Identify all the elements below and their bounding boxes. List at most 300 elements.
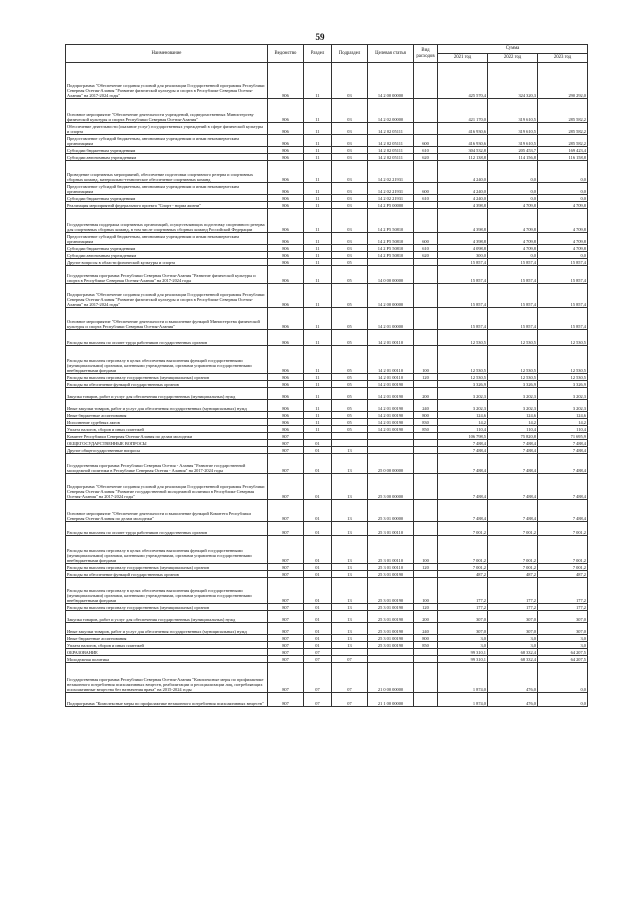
row-exptype: 100 xyxy=(414,536,438,564)
row-exptype: 850 xyxy=(414,642,438,649)
table-row xyxy=(66,284,588,308)
row-name: Основное мероприятие "Обеспечение деятельности учреждений, подведомственных Министерству физической культуры и спорта Республики Северная Осетия-Алания" xyxy=(66,99,268,123)
row-sum-2023: 3 202,3 xyxy=(538,388,588,400)
row-sum-2021: 15 857,4 xyxy=(438,284,488,308)
row-section: 11 xyxy=(304,266,332,284)
row-dept: 806 xyxy=(268,400,304,412)
table-row xyxy=(66,161,588,183)
row-subsection: 05 xyxy=(332,388,368,400)
row-name: Расходы на выплаты персоналу в целях обеспечения выполнения функций государственными (муниципальными) органами, казенными учреждениями, органами управления государственными внебюджетными фондами xyxy=(66,346,268,374)
row-sum-2022: 307,0 xyxy=(488,611,538,623)
row-subsection: 05 xyxy=(332,412,368,419)
row-name: Государственная поддержка спортивных организаций, осуществляющих подготовку спортивного резерва для спортивных сборных команд, в том числе спортивных сборных команд Российской Федерации xyxy=(66,209,268,233)
row-target: 14 2 P5 00000 xyxy=(368,202,414,209)
row-sum-2023: 3,0 xyxy=(538,642,588,649)
row-sum-2023: 7 488,4 xyxy=(538,447,588,454)
row-name: Предоставление субсидий бюджетным, автономным учреждениям и иным некоммерческим организациям xyxy=(66,135,268,147)
row-sum-2022: 7 488,4 xyxy=(488,440,538,447)
row-sum-2022: 319 610,5 xyxy=(488,99,538,123)
row-section: 01 xyxy=(304,604,332,611)
table-row xyxy=(66,447,588,454)
row-exptype: 610 xyxy=(414,245,438,252)
row-sum-2022: 0,0 xyxy=(488,183,538,195)
row-name: Уплата налогов, сборов и иных платежей xyxy=(66,642,268,649)
row-section: 11 xyxy=(304,183,332,195)
row-target: 14 0 00 00000 xyxy=(368,266,414,284)
row-sum-2022: 177,2 xyxy=(488,604,538,611)
row-sum-2022: 68 332,4 xyxy=(488,656,538,663)
row-sum-2022: 12 530,5 xyxy=(488,346,538,374)
row-section: 01 xyxy=(304,536,332,564)
row-name: Расходы на выплаты персоналу государственных (муниципальных) органов xyxy=(66,604,268,611)
row-target: 25 3 01 00110 xyxy=(368,536,414,564)
table-row xyxy=(66,400,588,412)
row-exptype: 620 xyxy=(414,252,438,259)
row-sum-2023: 14,2 xyxy=(538,419,588,426)
row-target: 14 2 01 00190 xyxy=(368,400,414,412)
row-subsection: 03 xyxy=(332,154,368,161)
row-dept: 807 xyxy=(268,693,304,707)
row-exptype xyxy=(414,656,438,663)
row-sum-2023: 307,0 xyxy=(538,611,588,623)
row-subsection xyxy=(332,433,368,440)
row-target: 25 3 01 00190 xyxy=(368,623,414,635)
row-exptype: 100 xyxy=(414,346,438,374)
row-name: Расходы на выплаты персоналу в целях обеспечения выполнения функций государственными (муниципальными) органами, казенными учреждениями, органами управления государственными внебюджетными фондами xyxy=(66,536,268,564)
row-subsection: 07 xyxy=(332,693,368,707)
row-name: Расходы на выплаты по оплате труда работников государственных органов xyxy=(66,330,268,346)
row-dept: 807 xyxy=(268,433,304,440)
col-name-header: Наименование xyxy=(66,45,268,63)
row-section: 11 xyxy=(304,419,332,426)
row-sum-2023: 7 488,4 xyxy=(538,440,588,447)
row-sum-2021: 7 001,2 xyxy=(438,522,488,536)
row-subsection: 13 xyxy=(332,642,368,649)
row-name: Предоставление субсидий бюджетным, автономным учреждениям и иным некоммерческим организациям xyxy=(66,233,268,245)
row-dept: 806 xyxy=(268,135,304,147)
row-sum-2021: 487,2 xyxy=(438,571,488,578)
row-section: 11 xyxy=(304,346,332,374)
row-target xyxy=(368,433,414,440)
row-target: 14 2 P5 50810 xyxy=(368,233,414,245)
row-sum-2021: 177,2 xyxy=(438,604,488,611)
col-target-header: Целевая статья xyxy=(368,45,414,63)
row-target: 14 2 02 05111 xyxy=(368,147,414,154)
row-target: 14 2 01 00110 xyxy=(368,374,414,381)
row-exptype xyxy=(414,202,438,209)
row-section: 11 xyxy=(304,374,332,381)
row-dept: 806 xyxy=(268,202,304,209)
row-exptype xyxy=(414,123,438,135)
row-sum-2021: 106 798,5 xyxy=(438,433,488,440)
row-sum-2021: 7 488,4 xyxy=(438,474,488,500)
row-exptype xyxy=(414,161,438,183)
row-target: 14 2 01 00190 xyxy=(368,426,414,433)
row-dept: 806 xyxy=(268,419,304,426)
table-row xyxy=(66,578,588,604)
row-name: Уплата налогов, сборов и иных платежей xyxy=(66,426,268,433)
row-exptype xyxy=(414,259,438,266)
row-sum-2021: 12 530,5 xyxy=(438,330,488,346)
row-sum-2021: 14,2 xyxy=(438,419,488,426)
col-section-header: Раздел xyxy=(304,45,332,63)
row-name: Реализация мероприятий федерального проекта "Спорт - норма жизни" xyxy=(66,202,268,209)
table-row xyxy=(66,266,588,284)
row-sum-2023: 0,0 xyxy=(538,252,588,259)
row-subsection: 13 xyxy=(332,604,368,611)
row-sum-2022: 7 488,4 xyxy=(488,447,538,454)
table-row xyxy=(66,202,588,209)
row-subsection: 13 xyxy=(332,536,368,564)
row-sum-2022: 7 488,4 xyxy=(488,474,538,500)
row-exptype xyxy=(414,447,438,454)
table-row xyxy=(66,454,588,474)
row-sum-2022: 3,0 xyxy=(488,642,538,649)
row-target: 25 3 01 00110 xyxy=(368,522,414,536)
col-sum-header: Сумма xyxy=(438,45,588,54)
row-sum-2021: 177,2 xyxy=(438,578,488,604)
row-sum-2022: 7 001,2 xyxy=(488,564,538,571)
row-target: 21 1 00 00000 xyxy=(368,693,414,707)
row-exptype xyxy=(414,266,438,284)
row-name: Другие общегосударственные вопросы xyxy=(66,447,268,454)
row-target: 14 2 01 00190 xyxy=(368,388,414,400)
table-row xyxy=(66,63,588,99)
row-sum-2021: 1 874,0 xyxy=(438,693,488,707)
row-dept: 806 xyxy=(268,381,304,388)
row-subsection: 05 xyxy=(332,259,368,266)
row-exptype xyxy=(414,284,438,308)
table-row xyxy=(66,500,588,522)
row-section: 01 xyxy=(304,611,332,623)
row-exptype: 620 xyxy=(414,154,438,161)
table-row xyxy=(66,693,588,707)
row-section: 11 xyxy=(304,99,332,123)
row-subsection: 03 xyxy=(332,209,368,233)
row-exptype xyxy=(414,433,438,440)
table-row xyxy=(66,656,588,663)
row-dept: 806 xyxy=(268,161,304,183)
row-section: 07 xyxy=(304,656,332,663)
row-target: 14 2 02 05111 xyxy=(368,154,414,161)
row-subsection: 05 xyxy=(332,346,368,374)
row-sum-2022: 0,0 xyxy=(488,195,538,202)
table-row xyxy=(66,536,588,564)
row-name: Расходы на обеспечение функций государственных органов xyxy=(66,571,268,578)
table-row xyxy=(66,252,588,259)
row-target: 14 2 02 05111 xyxy=(368,135,414,147)
row-sum-2023: 0,0 xyxy=(538,195,588,202)
row-sum-2022: 3 326,9 xyxy=(488,381,538,388)
row-exptype: 240 xyxy=(414,400,438,412)
row-dept: 807 xyxy=(268,642,304,649)
row-sum-2022: 307,0 xyxy=(488,623,538,635)
row-sum-2023: 12 530,5 xyxy=(538,330,588,346)
row-name: Государственная программа Республики Северная Осетия-Алания "Комплексные меры по профилактике незаконного потребления психоактивных веществ, реабилитации и ресоциализации лиц, потребляющих психоактивные вещества без назначения врача" на 2015-2024 годы xyxy=(66,663,268,693)
row-sum-2023: 12 530,5 xyxy=(538,374,588,381)
row-sum-2022: 124,6 xyxy=(488,412,538,419)
row-sum-2021: 110,4 xyxy=(438,426,488,433)
row-dept: 806 xyxy=(268,412,304,419)
row-target: 14 2 01 00110 xyxy=(368,330,414,346)
row-sum-2023: 7 488,4 xyxy=(538,454,588,474)
row-sum-2021: 307,0 xyxy=(438,623,488,635)
row-name: Основное мероприятие "Обеспечение деятельности и выполнение функций Министерства физической культуры и спорта Республики Северная Осетия-Алания" xyxy=(66,308,268,330)
row-name: Расходы на выплаты персоналу государственных (муниципальных) органов xyxy=(66,374,268,381)
row-exptype: 600 xyxy=(414,183,438,195)
row-section: 01 xyxy=(304,454,332,474)
row-dept: 806 xyxy=(268,308,304,330)
row-sum-2022: 7 001,2 xyxy=(488,522,538,536)
row-target: 25 3 01 00190 xyxy=(368,642,414,649)
row-exptype xyxy=(414,330,438,346)
row-name: Иные закупки товаров, работ и услуг для обеспечения государственных (муниципальных) нужд xyxy=(66,400,268,412)
row-dept: 807 xyxy=(268,440,304,447)
row-sum-2021: 7 488,4 xyxy=(438,440,488,447)
row-section: 11 xyxy=(304,412,332,419)
row-name: Государственная программа Республики Северная Осетия-Алания "Развитие физической культуры и спорта в Республике Северная Осетия-Алания" на 2017-2024 годы xyxy=(66,266,268,284)
row-section: 01 xyxy=(304,522,332,536)
row-sum-2021: 4 240,0 xyxy=(438,161,488,183)
row-subsection: 03 xyxy=(332,233,368,245)
row-section xyxy=(304,433,332,440)
row-exptype: 100 xyxy=(414,578,438,604)
row-sum-2023: 116 158,8 xyxy=(538,154,588,161)
col-2021-header: 2021 год xyxy=(438,54,488,63)
row-target: 14 2 02 00000 xyxy=(368,99,414,123)
row-exptype xyxy=(414,571,438,578)
row-dept: 806 xyxy=(268,266,304,284)
row-dept: 806 xyxy=(268,426,304,433)
row-subsection: 05 xyxy=(332,400,368,412)
row-exptype: 850 xyxy=(414,426,438,433)
row-subsection: 07 xyxy=(332,656,368,663)
row-dept: 807 xyxy=(268,522,304,536)
row-sum-2022: 177,2 xyxy=(488,578,538,604)
row-sum-2022: 7 488,4 xyxy=(488,454,538,474)
row-subsection: 03 xyxy=(332,195,368,202)
row-subsection: 03 xyxy=(332,161,368,183)
row-sum-2022: 3,0 xyxy=(488,635,538,642)
row-target: 14 2 01 00190 xyxy=(368,412,414,419)
row-dept: 807 xyxy=(268,663,304,693)
row-exptype xyxy=(414,63,438,99)
row-dept: 807 xyxy=(268,604,304,611)
row-target xyxy=(368,259,414,266)
row-section: 11 xyxy=(304,233,332,245)
row-subsection: 13 xyxy=(332,635,368,642)
row-target: 14 2 01 00190 xyxy=(368,381,414,388)
row-dept: 807 xyxy=(268,611,304,623)
row-subsection: 03 xyxy=(332,252,368,259)
row-target: 21 0 00 00000 xyxy=(368,663,414,693)
row-dept: 807 xyxy=(268,454,304,474)
row-name: Расходы на выплаты персоналу в целях обеспечения выполнения функций государственными (муниципальными) органами, казенными учреждениями, органами управления государственными внебюджетными фондами xyxy=(66,578,268,604)
col-subsection-header: Подраздел xyxy=(332,45,368,63)
row-target: 14 2 02 05111 xyxy=(368,123,414,135)
row-dept: 806 xyxy=(268,252,304,259)
row-sum-2022: 487,2 xyxy=(488,571,538,578)
table-row xyxy=(66,412,588,419)
table-row xyxy=(66,642,588,649)
row-dept: 807 xyxy=(268,564,304,571)
table-row xyxy=(66,611,588,623)
row-sum-2022: 15 857,4 xyxy=(488,266,538,284)
table-row xyxy=(66,233,588,245)
row-subsection: 13 xyxy=(332,500,368,522)
row-sum-2021: 4 398,8 xyxy=(438,209,488,233)
row-name: Иные бюджетные ассигнования xyxy=(66,635,268,642)
row-exptype: 800 xyxy=(414,635,438,642)
row-sum-2021: 3 326,9 xyxy=(438,381,488,388)
row-section: 11 xyxy=(304,426,332,433)
row-section: 11 xyxy=(304,63,332,99)
row-section: 11 xyxy=(304,381,332,388)
row-sum-2023: 71 695,9 xyxy=(538,433,588,440)
row-exptype xyxy=(414,440,438,447)
row-sum-2023: 3 202,3 xyxy=(538,400,588,412)
row-target: 25 3 01 00190 xyxy=(368,578,414,604)
row-target: 14 2 01 00110 xyxy=(368,346,414,374)
row-name: Подпрограмма "Обеспечение создания условий для реализации Государственной программы Республики Северная Осетия-Алания "Развитие физической культуры и спорта в Республике Северная Осетия-Алания" на 2017-2024 годы" xyxy=(66,284,268,308)
row-dept: 806 xyxy=(268,209,304,233)
row-target: 14 2 02 21931 xyxy=(368,161,414,183)
row-sum-2022: 68 332,4 xyxy=(488,649,538,656)
row-target: 14 2 P5 50810 xyxy=(368,209,414,233)
row-target: 14 2 00 00000 xyxy=(368,284,414,308)
table-row xyxy=(66,522,588,536)
table-row xyxy=(66,147,588,154)
row-target: 25 0 00 00000 xyxy=(368,454,414,474)
row-sum-2023: 15 857,4 xyxy=(538,308,588,330)
row-dept: 806 xyxy=(268,183,304,195)
table-row xyxy=(66,183,588,195)
row-dept: 806 xyxy=(268,123,304,135)
row-target: 25 3 01 00190 xyxy=(368,635,414,642)
row-subsection: 03 xyxy=(332,123,368,135)
row-sum-2021: 4 240,0 xyxy=(438,183,488,195)
row-subsection: 03 xyxy=(332,202,368,209)
row-sum-2023: 290 292,0 xyxy=(538,63,588,99)
row-name: ОБРАЗОВАНИЕ xyxy=(66,649,268,656)
row-sum-2023: 15 857,4 xyxy=(538,259,588,266)
table-row xyxy=(66,154,588,161)
row-target: 25 3 01 00000 xyxy=(368,500,414,522)
row-exptype: 200 xyxy=(414,611,438,623)
row-subsection: 03 xyxy=(332,147,368,154)
row-sum-2022: 476,0 xyxy=(488,693,538,707)
row-sum-2023: 487,2 xyxy=(538,571,588,578)
row-dept: 806 xyxy=(268,388,304,400)
row-sum-2021: 12 530,5 xyxy=(438,374,488,381)
table-row xyxy=(66,623,588,635)
row-dept: 806 xyxy=(268,99,304,123)
row-subsection: 05 xyxy=(332,426,368,433)
row-section: 11 xyxy=(304,123,332,135)
row-subsection: 03 xyxy=(332,245,368,252)
row-section: 11 xyxy=(304,161,332,183)
row-dept: 806 xyxy=(268,330,304,346)
row-section: 11 xyxy=(304,400,332,412)
row-target xyxy=(368,656,414,663)
row-subsection: 13 xyxy=(332,571,368,578)
row-subsection: 05 xyxy=(332,284,368,308)
row-dept: 807 xyxy=(268,500,304,522)
row-sum-2023: 0,0 xyxy=(538,183,588,195)
row-target: 25 3 01 00190 xyxy=(368,611,414,623)
row-dept: 806 xyxy=(268,154,304,161)
table-row xyxy=(66,135,588,147)
row-exptype: 120 xyxy=(414,604,438,611)
row-sum-2022: 319 610,5 xyxy=(488,135,538,147)
row-sum-2022: 15 857,4 xyxy=(488,308,538,330)
row-section: 11 xyxy=(304,252,332,259)
row-sum-2022: 4 709,8 xyxy=(488,245,538,252)
row-sum-2021: 3,0 xyxy=(438,635,488,642)
row-dept: 806 xyxy=(268,233,304,245)
row-sum-2021: 307,0 xyxy=(438,611,488,623)
row-exptype: 610 xyxy=(414,147,438,154)
row-dept: 807 xyxy=(268,447,304,454)
row-sum-2021: 7 001,2 xyxy=(438,536,488,564)
table-row xyxy=(66,388,588,400)
row-exptype xyxy=(414,99,438,123)
row-section: 01 xyxy=(304,635,332,642)
row-sum-2021: 304 532,8 xyxy=(438,147,488,154)
row-name: Субсидии бюджетным учреждениям xyxy=(66,195,268,202)
row-exptype xyxy=(414,454,438,474)
row-sum-2023: 12 530,5 xyxy=(538,346,588,374)
row-target xyxy=(368,447,414,454)
row-subsection: 03 xyxy=(332,63,368,99)
row-sum-2022: 12 530,5 xyxy=(488,330,538,346)
row-exptype xyxy=(414,308,438,330)
row-name: Предоставление субсидий бюджетным, автономным учреждениям и иным некоммерческим организациям xyxy=(66,183,268,195)
row-exptype xyxy=(414,693,438,707)
row-dept: 807 xyxy=(268,578,304,604)
row-section: 11 xyxy=(304,245,332,252)
row-target: 14 2 P5 50810 xyxy=(368,252,414,259)
table-row xyxy=(66,571,588,578)
row-dept: 806 xyxy=(268,245,304,252)
row-sum-2023: 169 423,4 xyxy=(538,147,588,154)
row-sum-2023: 4 709,8 xyxy=(538,209,588,233)
row-sum-2022: 14,2 xyxy=(488,419,538,426)
row-subsection: 03 xyxy=(332,99,368,123)
row-target: 14 2 02 21931 xyxy=(368,195,414,202)
row-name: Молодежная политика xyxy=(66,656,268,663)
row-sum-2021: 7 488,4 xyxy=(438,447,488,454)
row-sum-2023: 64 207,5 xyxy=(538,649,588,656)
row-target: 25 3 00 00000 xyxy=(368,474,414,500)
row-name: Подпрограмма "Обеспечение создания условий для реализации Государственной программы Республики Северная Осетия-Алания "Развитие государственной молодежной политики в Республике Северная Осетия-Алания" на 2017-2024 годы" xyxy=(66,474,268,500)
row-section: 07 xyxy=(304,649,332,656)
row-sum-2021: 112 138,8 xyxy=(438,154,488,161)
row-exptype xyxy=(414,649,438,656)
row-sum-2022: 4 709,8 xyxy=(488,233,538,245)
row-subsection: 13 xyxy=(332,522,368,536)
row-sum-2021: 425 570,4 xyxy=(438,63,488,99)
row-target: 25 3 01 00190 xyxy=(368,604,414,611)
row-sum-2023: 3,0 xyxy=(538,635,588,642)
row-section: 07 xyxy=(304,663,332,693)
row-section: 01 xyxy=(304,571,332,578)
row-sum-2022: 7 488,4 xyxy=(488,500,538,522)
row-sum-2023: 4 709,8 xyxy=(538,245,588,252)
row-sum-2023: 177,2 xyxy=(538,604,588,611)
row-name: Закупка товаров, работ и услуг для обеспечения государственных (муниципальных) нужд xyxy=(66,611,268,623)
row-sum-2023: 307,0 xyxy=(538,623,588,635)
